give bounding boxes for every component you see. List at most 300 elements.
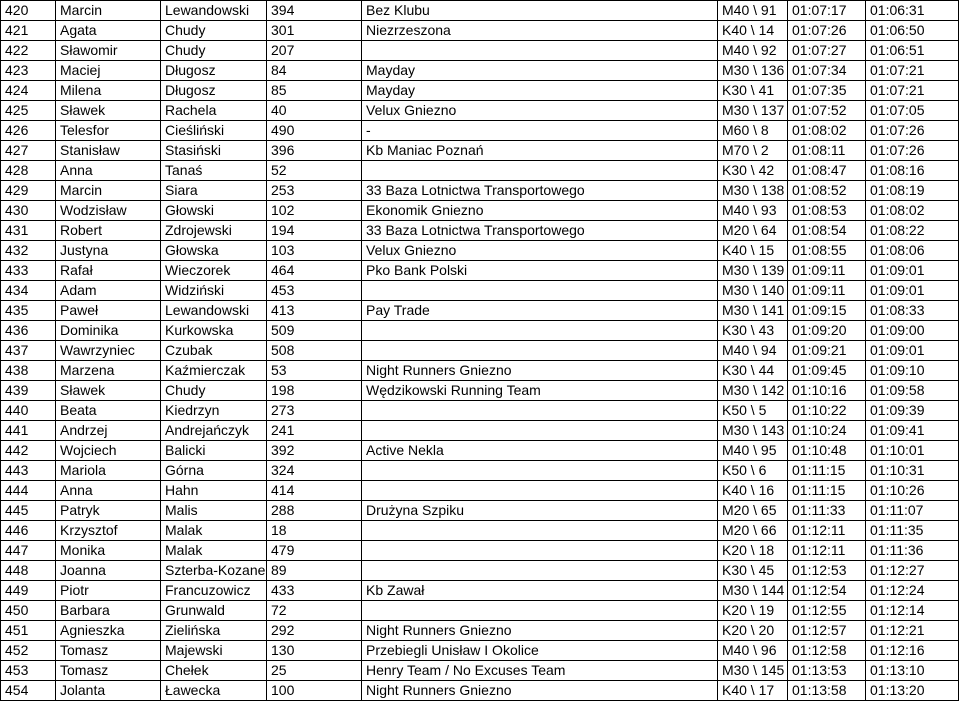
club-cell: Pko Bank Polski bbox=[362, 261, 718, 281]
last-name-cell: Grunwald bbox=[161, 601, 267, 621]
gun-time-cell: 01:13:58 bbox=[788, 681, 866, 701]
club-cell: Henry Team / No Excuses Team bbox=[362, 661, 718, 681]
gun-time-cell: 01:07:35 bbox=[788, 81, 866, 101]
net-time-cell: 01:06:51 bbox=[866, 41, 959, 61]
last-name-cell: Cieśliński bbox=[161, 121, 267, 141]
category-cell: M40 \ 94 bbox=[718, 341, 788, 361]
category-cell: M30 \ 136 bbox=[718, 61, 788, 81]
first-name-cell: Marcin bbox=[56, 1, 161, 21]
first-name-cell: Tomasz bbox=[56, 641, 161, 661]
category-cell: M40 \ 92 bbox=[718, 41, 788, 61]
place-cell: 425 bbox=[1, 101, 56, 121]
table-row bbox=[1, 41, 959, 61]
first-name-cell: Agata bbox=[56, 21, 161, 41]
first-name-cell: Tomasz bbox=[56, 661, 161, 681]
place-cell: 452 bbox=[1, 641, 56, 661]
first-name-cell: Milena bbox=[56, 81, 161, 101]
bib-number-cell: 396 bbox=[267, 141, 362, 161]
gun-time-cell: 01:07:17 bbox=[788, 1, 866, 21]
gun-time-cell: 01:11:15 bbox=[788, 461, 866, 481]
gun-time-cell: 01:08:02 bbox=[788, 121, 866, 141]
last-name-cell: Czubak bbox=[161, 341, 267, 361]
club-cell: Mayday bbox=[362, 61, 718, 81]
table-row bbox=[1, 221, 959, 241]
net-time-cell: 01:07:26 bbox=[866, 141, 959, 161]
table-row bbox=[1, 101, 959, 121]
table-row bbox=[1, 381, 959, 401]
bib-number-cell: 103 bbox=[267, 241, 362, 261]
place-cell: 421 bbox=[1, 21, 56, 41]
last-name-cell: Stasiński bbox=[161, 141, 267, 161]
category-cell: K40 \ 17 bbox=[718, 681, 788, 701]
category-cell: K50 \ 6 bbox=[718, 461, 788, 481]
place-cell: 440 bbox=[1, 401, 56, 421]
net-time-cell: 01:09:00 bbox=[866, 321, 959, 341]
gun-time-cell: 01:07:26 bbox=[788, 21, 866, 41]
net-time-cell: 01:07:05 bbox=[866, 101, 959, 121]
last-name-cell: Zielińska bbox=[161, 621, 267, 641]
last-name-cell: Zdrojewski bbox=[161, 221, 267, 241]
first-name-cell: Marzena bbox=[56, 361, 161, 381]
category-cell: K40 \ 16 bbox=[718, 481, 788, 501]
first-name-cell: Wawrzyniec bbox=[56, 341, 161, 361]
table-row bbox=[1, 321, 959, 341]
place-cell: 453 bbox=[1, 661, 56, 681]
first-name-cell: Patryk bbox=[56, 501, 161, 521]
net-time-cell: 01:09:41 bbox=[866, 421, 959, 441]
first-name-cell: Robert bbox=[56, 221, 161, 241]
club-cell bbox=[362, 161, 718, 181]
bib-number-cell: 288 bbox=[267, 501, 362, 521]
results-body bbox=[1, 1, 959, 701]
net-time-cell: 01:10:31 bbox=[866, 461, 959, 481]
net-time-cell: 01:12:16 bbox=[866, 641, 959, 661]
first-name-cell: Wodzisław bbox=[56, 201, 161, 221]
first-name-cell: Adam bbox=[56, 281, 161, 301]
bib-number-cell: 18 bbox=[267, 521, 362, 541]
gun-time-cell: 01:12:54 bbox=[788, 581, 866, 601]
place-cell: 454 bbox=[1, 681, 56, 701]
last-name-cell: Chudy bbox=[161, 381, 267, 401]
table-row bbox=[1, 481, 959, 501]
place-cell: 448 bbox=[1, 561, 56, 581]
club-cell: Ekonomik Gniezno bbox=[362, 201, 718, 221]
net-time-cell: 01:08:33 bbox=[866, 301, 959, 321]
net-time-cell: 01:09:39 bbox=[866, 401, 959, 421]
last-name-cell: Lewandowski bbox=[161, 1, 267, 21]
category-cell: M40 \ 91 bbox=[718, 1, 788, 21]
category-cell: M20 \ 65 bbox=[718, 501, 788, 521]
table-row bbox=[1, 441, 959, 461]
place-cell: 441 bbox=[1, 421, 56, 441]
club-cell: Kb Zawał bbox=[362, 581, 718, 601]
place-cell: 423 bbox=[1, 61, 56, 81]
last-name-cell: Szterba-Kozane bbox=[161, 561, 267, 581]
first-name-cell: Wojciech bbox=[56, 441, 161, 461]
last-name-cell: Lewandowski bbox=[161, 301, 267, 321]
category-cell: M30 \ 144 bbox=[718, 581, 788, 601]
club-cell: 33 Baza Lotnictwa Transportowego bbox=[362, 181, 718, 201]
place-cell: 426 bbox=[1, 121, 56, 141]
gun-time-cell: 01:07:27 bbox=[788, 41, 866, 61]
table-row bbox=[1, 261, 959, 281]
gun-time-cell: 01:08:53 bbox=[788, 201, 866, 221]
club-cell: Active Nekla bbox=[362, 441, 718, 461]
bib-number-cell: 89 bbox=[267, 561, 362, 581]
last-name-cell: Górna bbox=[161, 461, 267, 481]
last-name-cell: Tanaś bbox=[161, 161, 267, 181]
table-row bbox=[1, 281, 959, 301]
first-name-cell: Sławomir bbox=[56, 41, 161, 61]
bib-number-cell: 53 bbox=[267, 361, 362, 381]
bib-number-cell: 301 bbox=[267, 21, 362, 41]
club-cell bbox=[362, 281, 718, 301]
gun-time-cell: 01:09:11 bbox=[788, 261, 866, 281]
last-name-cell: Malak bbox=[161, 541, 267, 561]
place-cell: 438 bbox=[1, 361, 56, 381]
bib-number-cell: 273 bbox=[267, 401, 362, 421]
net-time-cell: 01:09:58 bbox=[866, 381, 959, 401]
first-name-cell: Mariola bbox=[56, 461, 161, 481]
net-time-cell: 01:08:22 bbox=[866, 221, 959, 241]
net-time-cell: 01:11:35 bbox=[866, 521, 959, 541]
net-time-cell: 01:09:01 bbox=[866, 281, 959, 301]
category-cell: K30 \ 45 bbox=[718, 561, 788, 581]
first-name-cell: Andrzej bbox=[56, 421, 161, 441]
bib-number-cell: 130 bbox=[267, 641, 362, 661]
place-cell: 433 bbox=[1, 261, 56, 281]
table-row bbox=[1, 541, 959, 561]
first-name-cell: Justyna bbox=[56, 241, 161, 261]
bib-number-cell: 198 bbox=[267, 381, 362, 401]
net-time-cell: 01:06:31 bbox=[866, 1, 959, 21]
gun-time-cell: 01:10:16 bbox=[788, 381, 866, 401]
table-row bbox=[1, 21, 959, 41]
club-cell: Niezrzeszona bbox=[362, 21, 718, 41]
place-cell: 427 bbox=[1, 141, 56, 161]
net-time-cell: 01:12:14 bbox=[866, 601, 959, 621]
place-cell: 420 bbox=[1, 1, 56, 21]
bib-number-cell: 490 bbox=[267, 121, 362, 141]
place-cell: 449 bbox=[1, 581, 56, 601]
bib-number-cell: 479 bbox=[267, 541, 362, 561]
gun-time-cell: 01:09:21 bbox=[788, 341, 866, 361]
category-cell: M60 \ 8 bbox=[718, 121, 788, 141]
table-row bbox=[1, 201, 959, 221]
category-cell: M20 \ 66 bbox=[718, 521, 788, 541]
net-time-cell: 01:07:26 bbox=[866, 121, 959, 141]
table-row bbox=[1, 621, 959, 641]
club-cell: Drużyna Szpiku bbox=[362, 501, 718, 521]
bib-number-cell: 102 bbox=[267, 201, 362, 221]
bib-number-cell: 508 bbox=[267, 341, 362, 361]
gun-time-cell: 01:08:11 bbox=[788, 141, 866, 161]
bib-number-cell: 52 bbox=[267, 161, 362, 181]
gun-time-cell: 01:07:34 bbox=[788, 61, 866, 81]
table-row bbox=[1, 501, 959, 521]
net-time-cell: 01:09:01 bbox=[866, 341, 959, 361]
place-cell: 431 bbox=[1, 221, 56, 241]
first-name-cell: Joanna bbox=[56, 561, 161, 581]
net-time-cell: 01:08:19 bbox=[866, 181, 959, 201]
category-cell: K30 \ 41 bbox=[718, 81, 788, 101]
last-name-cell: Chudy bbox=[161, 21, 267, 41]
net-time-cell: 01:12:21 bbox=[866, 621, 959, 641]
bib-number-cell: 84 bbox=[267, 61, 362, 81]
net-time-cell: 01:13:10 bbox=[866, 661, 959, 681]
club-cell bbox=[362, 341, 718, 361]
table-row bbox=[1, 341, 959, 361]
net-time-cell: 01:09:10 bbox=[866, 361, 959, 381]
first-name-cell: Anna bbox=[56, 161, 161, 181]
club-cell bbox=[362, 41, 718, 61]
bib-number-cell: 25 bbox=[267, 661, 362, 681]
place-cell: 430 bbox=[1, 201, 56, 221]
category-cell: M40 \ 96 bbox=[718, 641, 788, 661]
last-name-cell: Ławecka bbox=[161, 681, 267, 701]
gun-time-cell: 01:09:11 bbox=[788, 281, 866, 301]
club-cell bbox=[362, 521, 718, 541]
place-cell: 422 bbox=[1, 41, 56, 61]
bib-number-cell: 392 bbox=[267, 441, 362, 461]
club-cell: Bez Klubu bbox=[362, 1, 718, 21]
net-time-cell: 01:07:21 bbox=[866, 61, 959, 81]
table-row bbox=[1, 361, 959, 381]
club-cell: Velux Gniezno bbox=[362, 241, 718, 261]
table-row bbox=[1, 661, 959, 681]
bib-number-cell: 509 bbox=[267, 321, 362, 341]
gun-time-cell: 01:12:58 bbox=[788, 641, 866, 661]
last-name-cell: Hahn bbox=[161, 481, 267, 501]
gun-time-cell: 01:08:54 bbox=[788, 221, 866, 241]
bib-number-cell: 85 bbox=[267, 81, 362, 101]
table-row bbox=[1, 181, 959, 201]
net-time-cell: 01:11:07 bbox=[866, 501, 959, 521]
club-cell bbox=[362, 601, 718, 621]
place-cell: 450 bbox=[1, 601, 56, 621]
gun-time-cell: 01:12:57 bbox=[788, 621, 866, 641]
gun-time-cell: 01:13:53 bbox=[788, 661, 866, 681]
net-time-cell: 01:13:20 bbox=[866, 681, 959, 701]
category-cell: K20 \ 18 bbox=[718, 541, 788, 561]
place-cell: 435 bbox=[1, 301, 56, 321]
bib-number-cell: 40 bbox=[267, 101, 362, 121]
table-row bbox=[1, 681, 959, 701]
last-name-cell: Kiedrzyn bbox=[161, 401, 267, 421]
table-row bbox=[1, 81, 959, 101]
club-cell: Pay Trade bbox=[362, 301, 718, 321]
bib-number-cell: 413 bbox=[267, 301, 362, 321]
first-name-cell: Piotr bbox=[56, 581, 161, 601]
first-name-cell: Telesfor bbox=[56, 121, 161, 141]
gun-time-cell: 01:11:33 bbox=[788, 501, 866, 521]
place-cell: 432 bbox=[1, 241, 56, 261]
club-cell bbox=[362, 401, 718, 421]
bib-number-cell: 100 bbox=[267, 681, 362, 701]
place-cell: 439 bbox=[1, 381, 56, 401]
last-name-cell: Chudy bbox=[161, 41, 267, 61]
net-time-cell: 01:10:01 bbox=[866, 441, 959, 461]
last-name-cell: Rachela bbox=[161, 101, 267, 121]
table-row bbox=[1, 421, 959, 441]
gun-time-cell: 01:09:15 bbox=[788, 301, 866, 321]
table-row bbox=[1, 121, 959, 141]
bib-number-cell: 433 bbox=[267, 581, 362, 601]
bib-number-cell: 453 bbox=[267, 281, 362, 301]
category-cell: M30 \ 137 bbox=[718, 101, 788, 121]
place-cell: 437 bbox=[1, 341, 56, 361]
place-cell: 444 bbox=[1, 481, 56, 501]
club-cell: - bbox=[362, 121, 718, 141]
first-name-cell: Agnieszka bbox=[56, 621, 161, 641]
last-name-cell: Siara bbox=[161, 181, 267, 201]
gun-time-cell: 01:10:24 bbox=[788, 421, 866, 441]
last-name-cell: Głowski bbox=[161, 201, 267, 221]
place-cell: 434 bbox=[1, 281, 56, 301]
bib-number-cell: 464 bbox=[267, 261, 362, 281]
category-cell: M30 \ 141 bbox=[718, 301, 788, 321]
table-row bbox=[1, 61, 959, 81]
net-time-cell: 01:07:21 bbox=[866, 81, 959, 101]
net-time-cell: 01:12:24 bbox=[866, 581, 959, 601]
bib-number-cell: 194 bbox=[267, 221, 362, 241]
club-cell: Night Runners Gniezno bbox=[362, 621, 718, 641]
table-row bbox=[1, 461, 959, 481]
last-name-cell: Majewski bbox=[161, 641, 267, 661]
first-name-cell: Maciej bbox=[56, 61, 161, 81]
gun-time-cell: 01:09:45 bbox=[788, 361, 866, 381]
club-cell bbox=[362, 461, 718, 481]
club-cell bbox=[362, 561, 718, 581]
first-name-cell: Dominika bbox=[56, 321, 161, 341]
gun-time-cell: 01:12:53 bbox=[788, 561, 866, 581]
club-cell bbox=[362, 541, 718, 561]
first-name-cell: Marcin bbox=[56, 181, 161, 201]
first-name-cell: Sławek bbox=[56, 101, 161, 121]
club-cell: Wędzikowski Running Team bbox=[362, 381, 718, 401]
place-cell: 445 bbox=[1, 501, 56, 521]
place-cell: 429 bbox=[1, 181, 56, 201]
gun-time-cell: 01:08:47 bbox=[788, 161, 866, 181]
net-time-cell: 01:08:02 bbox=[866, 201, 959, 221]
net-time-cell: 01:06:50 bbox=[866, 21, 959, 41]
club-cell: Mayday bbox=[362, 81, 718, 101]
club-cell: Night Runners Gniezno bbox=[362, 681, 718, 701]
table-row bbox=[1, 641, 959, 661]
bib-number-cell: 241 bbox=[267, 421, 362, 441]
club-cell bbox=[362, 421, 718, 441]
gun-time-cell: 01:08:55 bbox=[788, 241, 866, 261]
place-cell: 446 bbox=[1, 521, 56, 541]
table-row bbox=[1, 1, 959, 21]
first-name-cell: Paweł bbox=[56, 301, 161, 321]
club-cell: Night Runners Gniezno bbox=[362, 361, 718, 381]
place-cell: 447 bbox=[1, 541, 56, 561]
category-cell: K30 \ 43 bbox=[718, 321, 788, 341]
gun-time-cell: 01:10:48 bbox=[788, 441, 866, 461]
category-cell: M30 \ 142 bbox=[718, 381, 788, 401]
category-cell: K50 \ 5 bbox=[718, 401, 788, 421]
last-name-cell: Wieczorek bbox=[161, 261, 267, 281]
category-cell: M30 \ 145 bbox=[718, 661, 788, 681]
first-name-cell: Jolanta bbox=[56, 681, 161, 701]
bib-number-cell: 414 bbox=[267, 481, 362, 501]
category-cell: M30 \ 139 bbox=[718, 261, 788, 281]
last-name-cell: Długosz bbox=[161, 81, 267, 101]
category-cell: M30 \ 138 bbox=[718, 181, 788, 201]
first-name-cell: Beata bbox=[56, 401, 161, 421]
category-cell: K40 \ 14 bbox=[718, 21, 788, 41]
table-row bbox=[1, 601, 959, 621]
bib-number-cell: 253 bbox=[267, 181, 362, 201]
last-name-cell: Głowska bbox=[161, 241, 267, 261]
place-cell: 451 bbox=[1, 621, 56, 641]
bib-number-cell: 292 bbox=[267, 621, 362, 641]
last-name-cell: Kurkowska bbox=[161, 321, 267, 341]
category-cell: M40 \ 95 bbox=[718, 441, 788, 461]
first-name-cell: Rafał bbox=[56, 261, 161, 281]
net-time-cell: 01:12:27 bbox=[866, 561, 959, 581]
first-name-cell: Sławek bbox=[56, 381, 161, 401]
category-cell: K20 \ 19 bbox=[718, 601, 788, 621]
table-row bbox=[1, 561, 959, 581]
last-name-cell: Chełek bbox=[161, 661, 267, 681]
gun-time-cell: 01:12:11 bbox=[788, 521, 866, 541]
net-time-cell: 01:11:36 bbox=[866, 541, 959, 561]
gun-time-cell: 01:12:11 bbox=[788, 541, 866, 561]
first-name-cell: Monika bbox=[56, 541, 161, 561]
club-cell: Velux Gniezno bbox=[362, 101, 718, 121]
category-cell: K30 \ 44 bbox=[718, 361, 788, 381]
net-time-cell: 01:09:01 bbox=[866, 261, 959, 281]
gun-time-cell: 01:11:15 bbox=[788, 481, 866, 501]
category-cell: M30 \ 140 bbox=[718, 281, 788, 301]
table-row bbox=[1, 161, 959, 181]
last-name-cell: Długosz bbox=[161, 61, 267, 81]
category-cell: M70 \ 2 bbox=[718, 141, 788, 161]
club-cell: Kb Maniac Poznań bbox=[362, 141, 718, 161]
table-row bbox=[1, 241, 959, 261]
table-row bbox=[1, 141, 959, 161]
bib-number-cell: 394 bbox=[267, 1, 362, 21]
club-cell: Przebiegli Unisław I Okolice bbox=[362, 641, 718, 661]
bib-number-cell: 207 bbox=[267, 41, 362, 61]
bib-number-cell: 324 bbox=[267, 461, 362, 481]
place-cell: 424 bbox=[1, 81, 56, 101]
place-cell: 436 bbox=[1, 321, 56, 341]
table-row bbox=[1, 301, 959, 321]
last-name-cell: Kaźmierczak bbox=[161, 361, 267, 381]
gun-time-cell: 01:10:22 bbox=[788, 401, 866, 421]
category-cell: M40 \ 93 bbox=[718, 201, 788, 221]
last-name-cell: Malis bbox=[161, 501, 267, 521]
net-time-cell: 01:08:16 bbox=[866, 161, 959, 181]
category-cell: M30 \ 143 bbox=[718, 421, 788, 441]
gun-time-cell: 01:12:55 bbox=[788, 601, 866, 621]
first-name-cell: Stanisław bbox=[56, 141, 161, 161]
table-row bbox=[1, 521, 959, 541]
club-cell: 33 Baza Lotnictwa Transportowego bbox=[362, 221, 718, 241]
category-cell: M20 \ 64 bbox=[718, 221, 788, 241]
last-name-cell: Francuzowicz bbox=[161, 581, 267, 601]
category-cell: K20 \ 20 bbox=[718, 621, 788, 641]
club-cell bbox=[362, 481, 718, 501]
last-name-cell: Malak bbox=[161, 521, 267, 541]
gun-time-cell: 01:09:20 bbox=[788, 321, 866, 341]
first-name-cell: Barbara bbox=[56, 601, 161, 621]
club-cell bbox=[362, 321, 718, 341]
category-cell: K30 \ 42 bbox=[718, 161, 788, 181]
